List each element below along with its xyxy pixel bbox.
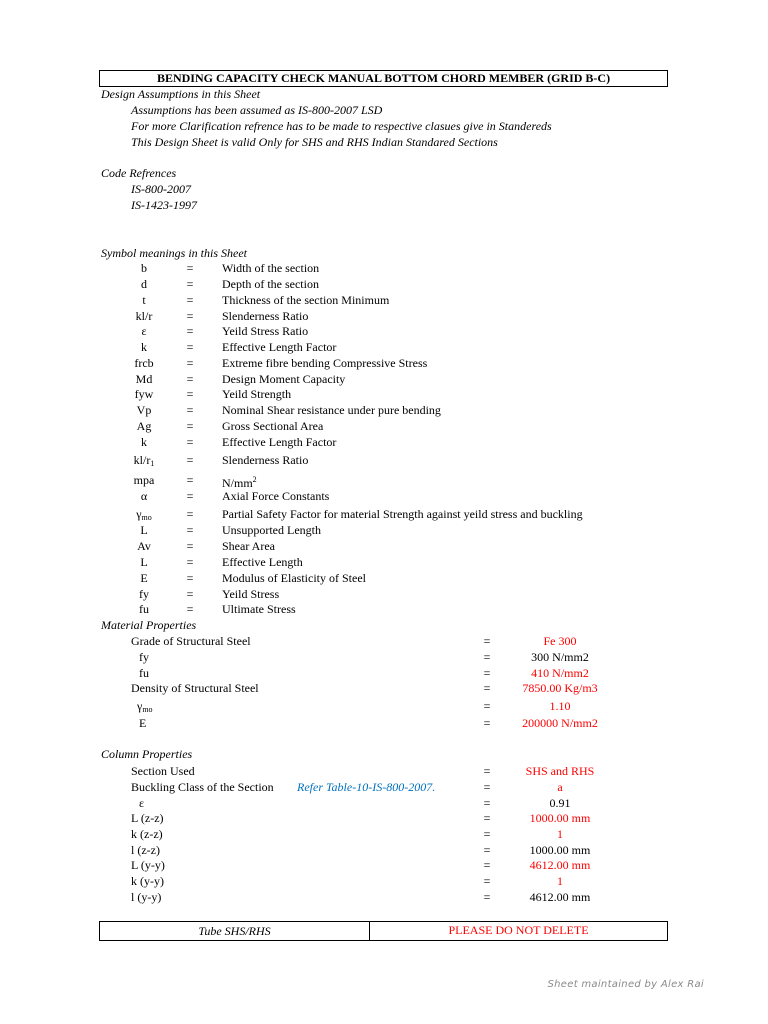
equals-sign: = bbox=[186, 602, 194, 616]
equals-sign: = bbox=[483, 874, 491, 888]
property-label: Grade of Structural Steel bbox=[131, 634, 251, 648]
symbol-cell: $\gamma_{mo}$ bbox=[136, 507, 152, 522]
property-label: ε bbox=[139, 796, 145, 810]
symbol-cell: L bbox=[140, 555, 148, 569]
property-value: 1000.00 mm bbox=[529, 811, 591, 825]
property-value: Fe 300 bbox=[543, 634, 577, 648]
equals-sign: = bbox=[186, 324, 194, 338]
equals-sign: = bbox=[186, 453, 194, 467]
property-label: L (y-y) bbox=[131, 858, 165, 872]
code-refs-heading: Code Refrences bbox=[101, 166, 177, 180]
assumption-line: For more Clarification refrence has to be made to respective clasues give in Standereds bbox=[131, 119, 552, 133]
equals-sign: = bbox=[483, 666, 491, 680]
equals-sign: = bbox=[186, 489, 194, 503]
equals-sign: = bbox=[483, 699, 491, 713]
equals-sign: = bbox=[483, 634, 491, 648]
symbol-meaning: Slenderness Ratio bbox=[222, 309, 309, 323]
property-label: Section Used bbox=[131, 764, 195, 778]
property-label: l (z-z) bbox=[131, 843, 160, 857]
symbol-cell: L bbox=[140, 523, 148, 537]
sheet-title: BENDING CAPACITY CHECK MANUAL BOTTOM CHORD MEMBER (GRID B-C) bbox=[99, 70, 668, 87]
assumption-line: This Design Sheet is valid Only for SHS and RHS Indian Standared Sections bbox=[131, 135, 498, 149]
symbol-meaning: Yeild Stress bbox=[222, 587, 280, 601]
equals-sign: = bbox=[186, 587, 194, 601]
symbol-meaning: Axial Force Constants bbox=[222, 489, 330, 503]
property-label: k (y-y) bbox=[131, 874, 164, 888]
symbol-cell: Av bbox=[137, 539, 151, 553]
symbol-cell: Vp bbox=[136, 403, 152, 417]
tube-type-cell: Tube SHS/RHS bbox=[100, 922, 370, 940]
symbol-cell: t bbox=[142, 293, 146, 307]
symbol-cell: k bbox=[141, 340, 147, 354]
property-label: Density of Structural Steel bbox=[131, 681, 259, 695]
equals-sign: = bbox=[186, 387, 194, 401]
equals-sign: = bbox=[186, 356, 194, 370]
equals-sign: = bbox=[186, 555, 194, 569]
equals-sign: = bbox=[483, 681, 491, 695]
symbol-meaning: Width of the section bbox=[222, 261, 320, 275]
symbol-meaning: Depth of the section bbox=[222, 277, 319, 291]
property-value: 1 bbox=[557, 827, 563, 841]
equals-sign: = bbox=[186, 403, 194, 417]
property-value: 410 N/mm2 bbox=[531, 666, 589, 680]
symbol-meaning: Shear Area bbox=[222, 539, 275, 553]
material-heading: Material Properties bbox=[101, 618, 197, 632]
symbol-cell: k bbox=[141, 435, 147, 449]
symbol-meaning: $N/mm^2$ bbox=[222, 475, 257, 490]
equals-sign: = bbox=[186, 293, 194, 307]
sheet-credit: Sheet maintained by Alex Rai bbox=[547, 979, 704, 990]
equals-sign: = bbox=[483, 858, 491, 872]
symbol-meaning: Effective Length Factor bbox=[222, 340, 337, 354]
column-heading: Column Properties bbox=[101, 747, 193, 761]
symbol-cell: ε bbox=[141, 324, 147, 338]
symbol-cell: d bbox=[141, 277, 147, 291]
symbol-cell: E bbox=[140, 571, 148, 585]
equals-sign: = bbox=[483, 811, 491, 825]
equals-sign: = bbox=[186, 340, 194, 354]
symbol-meaning: Yeild Strength bbox=[222, 387, 292, 401]
assumptions-heading: Design Assumptions in this Sheet bbox=[101, 87, 261, 101]
property-value: 4612.00 mm bbox=[529, 858, 591, 872]
symbol-cell: $kl/r_1$ bbox=[133, 453, 155, 468]
property-label: k (z-z) bbox=[131, 827, 163, 841]
symbol-cell: α bbox=[140, 489, 148, 503]
property-value: 1 bbox=[557, 874, 563, 888]
equals-sign: = bbox=[186, 419, 194, 433]
symbol-meaning: Partial Safety Factor for material Strength against yeild stress and buckling bbox=[222, 507, 583, 521]
equals-sign: = bbox=[483, 716, 491, 730]
property-label: l (y-y) bbox=[131, 890, 162, 904]
symbol-cell: fyw bbox=[134, 387, 154, 401]
property-value: 7850.00 Kg/m3 bbox=[522, 681, 598, 695]
symbol-meaning: Gross Sectional Area bbox=[222, 419, 324, 433]
symbol-cell: fy bbox=[139, 587, 149, 601]
property-value: 300 N/mm2 bbox=[531, 650, 589, 664]
equals-sign: = bbox=[483, 890, 491, 904]
equals-sign: = bbox=[186, 473, 194, 487]
property-value: a bbox=[557, 780, 563, 794]
symbol-meaning: Thickness of the section Minimum bbox=[222, 293, 390, 307]
equals-sign: = bbox=[186, 507, 194, 521]
equals-sign: = bbox=[186, 523, 194, 537]
symbol-meaning: Nominal Shear resistance under pure bending bbox=[222, 403, 441, 417]
symbol-cell: b bbox=[141, 261, 147, 275]
property-label: L (z-z) bbox=[131, 811, 164, 825]
symbols-heading: Symbol meanings in this Sheet bbox=[101, 246, 247, 260]
symbol-meaning: Effective Length bbox=[222, 555, 303, 569]
equals-sign: = bbox=[483, 843, 491, 857]
symbol-meaning: Design Moment Capacity bbox=[222, 372, 346, 386]
property-value: SHS and RHS bbox=[525, 764, 595, 778]
property-value: 1.10 bbox=[549, 699, 571, 713]
symbol-meaning: Modulus of Elasticity of Steel bbox=[222, 571, 366, 585]
equals-sign: = bbox=[483, 780, 491, 794]
property-label: E bbox=[139, 716, 147, 730]
symbol-meaning: Unsupported Length bbox=[222, 523, 321, 537]
symbol-meaning: Extreme fibre bending Compressive Stress bbox=[222, 356, 428, 370]
equals-sign: = bbox=[186, 571, 194, 585]
symbol-meaning: Slenderness Ratio bbox=[222, 453, 309, 467]
footer-table bbox=[99, 921, 668, 941]
property-value: 0.91 bbox=[549, 796, 571, 810]
symbol-cell: Ag bbox=[136, 419, 152, 433]
equals-sign: = bbox=[483, 650, 491, 664]
equals-sign: = bbox=[186, 309, 194, 323]
symbol-meaning: Ultimate Stress bbox=[222, 602, 296, 616]
property-value: 4612.00 mm bbox=[529, 890, 591, 904]
symbol-meaning: Effective Length Factor bbox=[222, 435, 337, 449]
equals-sign: = bbox=[483, 827, 491, 841]
symbol-cell: fu bbox=[139, 602, 149, 616]
equals-sign: = bbox=[483, 796, 491, 810]
assumption-line: Assumptions has been assumed as IS-800-2007 LSD bbox=[131, 103, 383, 117]
equals-sign: = bbox=[186, 277, 194, 291]
property-value: 1000.00 mm bbox=[529, 843, 591, 857]
equals-sign: = bbox=[186, 435, 194, 449]
symbol-cell: kl/r bbox=[135, 309, 153, 323]
code-ref-item: IS-1423-1997 bbox=[131, 198, 197, 212]
symbol-meaning: Yeild Stress Ratio bbox=[222, 324, 309, 338]
symbol-cell: frcb bbox=[134, 356, 154, 370]
equals-sign: = bbox=[186, 261, 194, 275]
property-label: fy bbox=[139, 650, 149, 664]
property-label: fu bbox=[139, 666, 149, 680]
do-not-delete-warning: PLEASE DO NOT DELETE bbox=[448, 923, 589, 937]
property-label: $\gamma_{mo}$ bbox=[137, 699, 153, 714]
symbol-cell: Md bbox=[135, 372, 153, 386]
code-ref-item: IS-800-2007 bbox=[131, 182, 191, 196]
symbol-cell: mpa bbox=[133, 473, 155, 487]
equals-sign: = bbox=[186, 539, 194, 553]
table-reference-note: Refer Table-10-IS-800-2007. bbox=[297, 780, 436, 794]
property-label: Buckling Class of the Section bbox=[131, 780, 274, 794]
equals-sign: = bbox=[483, 764, 491, 778]
property-value: 200000 N/mm2 bbox=[522, 716, 598, 730]
equals-sign: = bbox=[186, 372, 194, 386]
